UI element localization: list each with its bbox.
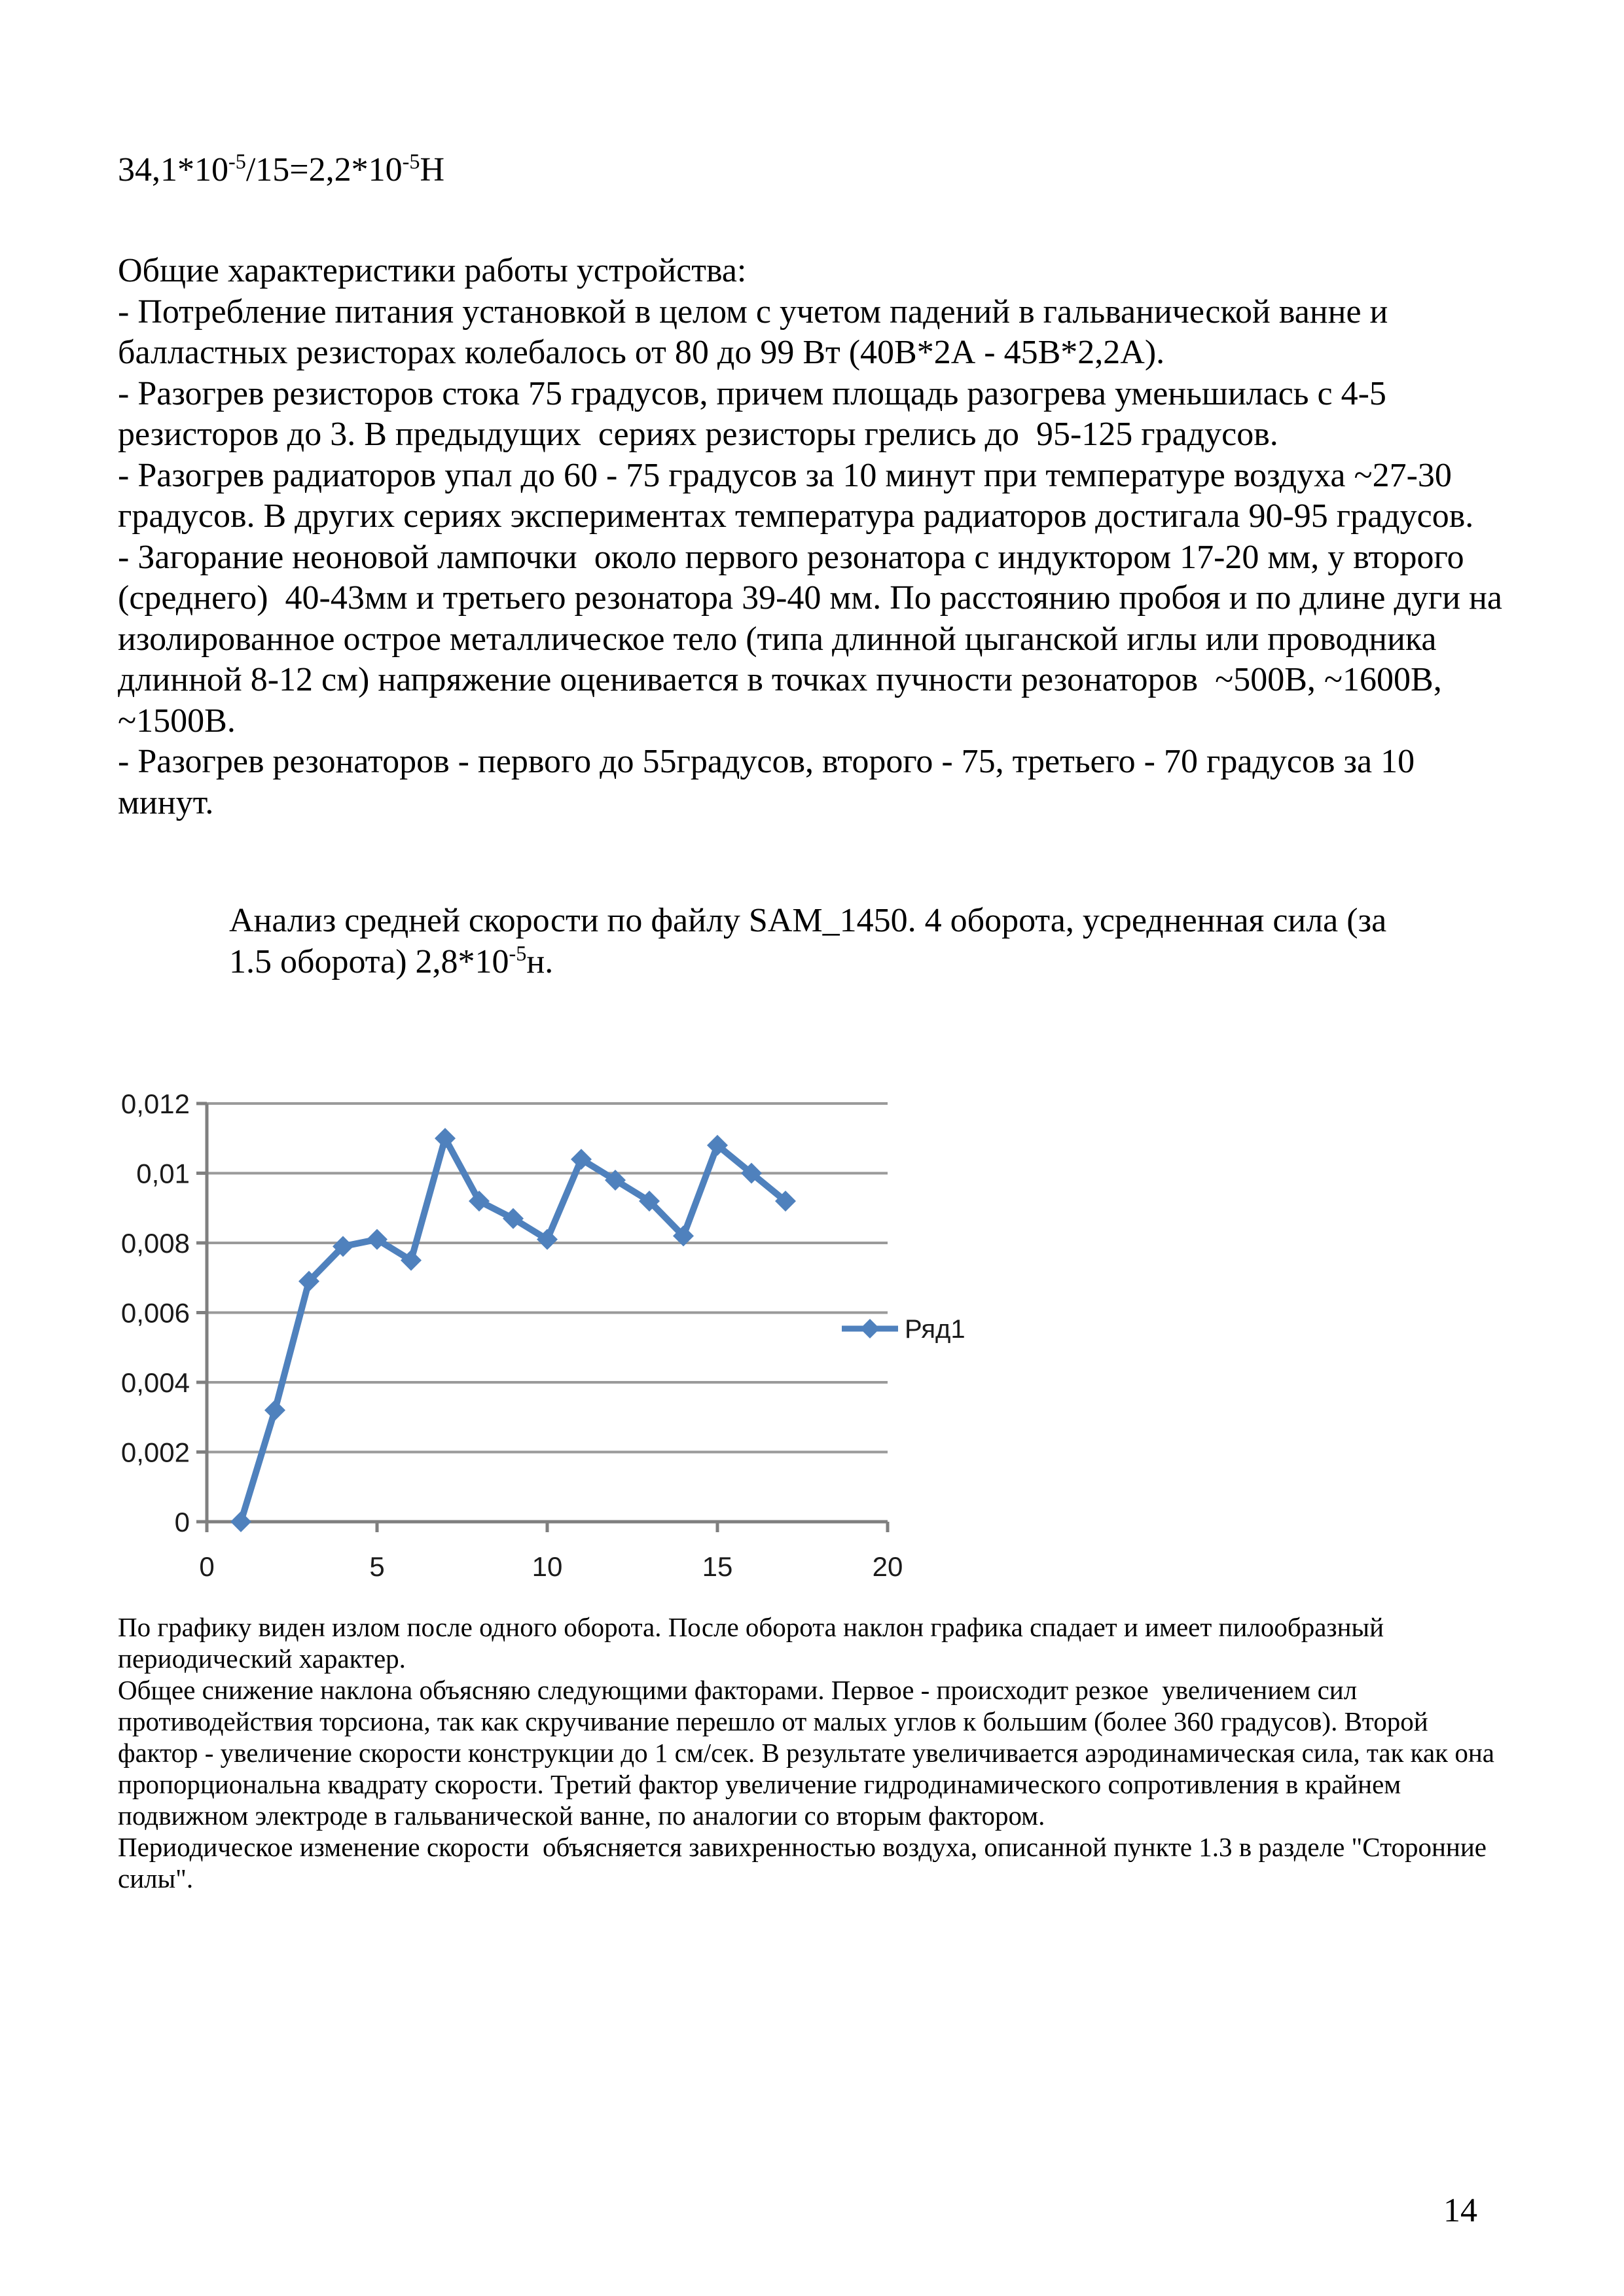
y-tick-label: 0,002 xyxy=(120,1437,190,1468)
paragraph-general-heading: Общие характеристики работы устройства: xyxy=(118,252,747,289)
series-line xyxy=(241,1138,785,1522)
y-tick-label: 0,004 xyxy=(120,1367,190,1398)
legend-marker xyxy=(860,1319,880,1338)
paragraph-power-consumption: - Потребление питания установкой в целом с учетом падений в гальванической ванне и балластных резисторах колебалось от 80 до 99 Вт (40В*2А - 45В*2,2А). xyxy=(118,293,1397,371)
document-body xyxy=(118,149,1512,982)
formula-exponent-1: -5 xyxy=(228,149,246,173)
formula-tail: Н xyxy=(420,151,445,188)
y-tick-label: 0,012 xyxy=(120,1088,190,1119)
formula-base1: 34,1*10 xyxy=(118,151,228,188)
x-tick-label: 5 xyxy=(369,1551,385,1582)
note-sawtooth: По графику виден излом после одного оборота. После оборота наклон графика спадает и имеет пилообразный периодический характер. xyxy=(118,1612,1391,1674)
paragraph-resonator-heating: - Разогрев резонаторов - первого до 55градусов, второго - 75, третьего - 70 градусов за 10 минут. xyxy=(118,743,1424,821)
paragraph-neon-lamp: - Загорание неоновой лампочки около первого резонатора с индуктором 17-20 мм, у второго (среднего) 40-43мм и третьего резонатора 39-40 мм. По расстоянию пробоя и по длине дуги на изолированное острое металлическое тело (типа длинной цыганской иглы или проводника длинной 8-12 см) напряжение оценивается в точках пучности резонаторов ~500В, ~1600В, ~1500В. xyxy=(118,538,1511,740)
x-tick-label: 0 xyxy=(199,1551,215,1582)
chart-canvas xyxy=(98,1067,982,1610)
note-periodic-speed: Периодическое изменение скорости объясняется завихренностью воздуха, описанной пункте 1.3 в разделе "Сторонние силы". xyxy=(118,1832,1494,1893)
speed-line-chart xyxy=(98,1067,982,1610)
page-number: 14 xyxy=(1443,2192,1477,2229)
x-tick-label: 10 xyxy=(532,1551,563,1582)
legend-label: Ряд1 xyxy=(905,1315,965,1344)
data-point-marker xyxy=(230,1511,251,1532)
y-tick-label: 0,008 xyxy=(120,1228,190,1259)
caption-tail: н. xyxy=(526,943,554,980)
paragraph-resistor-heating: - Разогрев резисторов стока 75 градусов, причем площадь разогрева уменьшилась с 4-5 резисторов до 3. В предыдущих сериях резисторы грелись до 95-125 градусов. xyxy=(118,374,1395,453)
x-tick-label: 20 xyxy=(872,1551,903,1582)
caption-exponent: -5 xyxy=(509,941,527,965)
formula-exponent-2: -5 xyxy=(402,149,420,173)
chart-caption xyxy=(229,900,1401,982)
formula-line xyxy=(118,149,1512,190)
data-point-marker xyxy=(264,1400,285,1421)
formula-mid: /15=2,2*10 xyxy=(245,151,403,188)
y-tick-label: 0,006 xyxy=(120,1297,190,1329)
note-slope-factors: Общее снижение наклона объясняю следующими факторами. Первое - происходит резкое увеличением сил противодействия торсиона, так как скручивание перешло от малых углов к большим (более 360 градусов). Второй фактор - увеличение скорости конструкции до 1 см/сек. В результате увеличивается аэродинамическая сила, так как она пропорциональна квадрату скорости. Третий фактор увеличение гидродинамического сопротивления в крайнем подвижном электроде в гальванической ванне, по аналогии со вторым фактором. xyxy=(118,1675,1502,1831)
y-tick-label: 0,01 xyxy=(136,1158,190,1189)
paragraph-radiator-heating: - Разогрев радиаторов упал до 60 - 75 градусов за 10 минут при температуре воздуха ~27-30 градусов. В других сериях экспериментах температура радиаторов достигала 90-95 градусов. xyxy=(118,456,1474,535)
y-tick-label: 0 xyxy=(174,1507,190,1537)
x-tick-label: 15 xyxy=(702,1551,733,1582)
analysis-notes xyxy=(118,1611,1512,1894)
caption-text: Анализ средней скорости по файлу SAM_1450. 4 оборота, усредненная сила (за 1.5 оборота) 2,8*10 xyxy=(229,902,1396,980)
